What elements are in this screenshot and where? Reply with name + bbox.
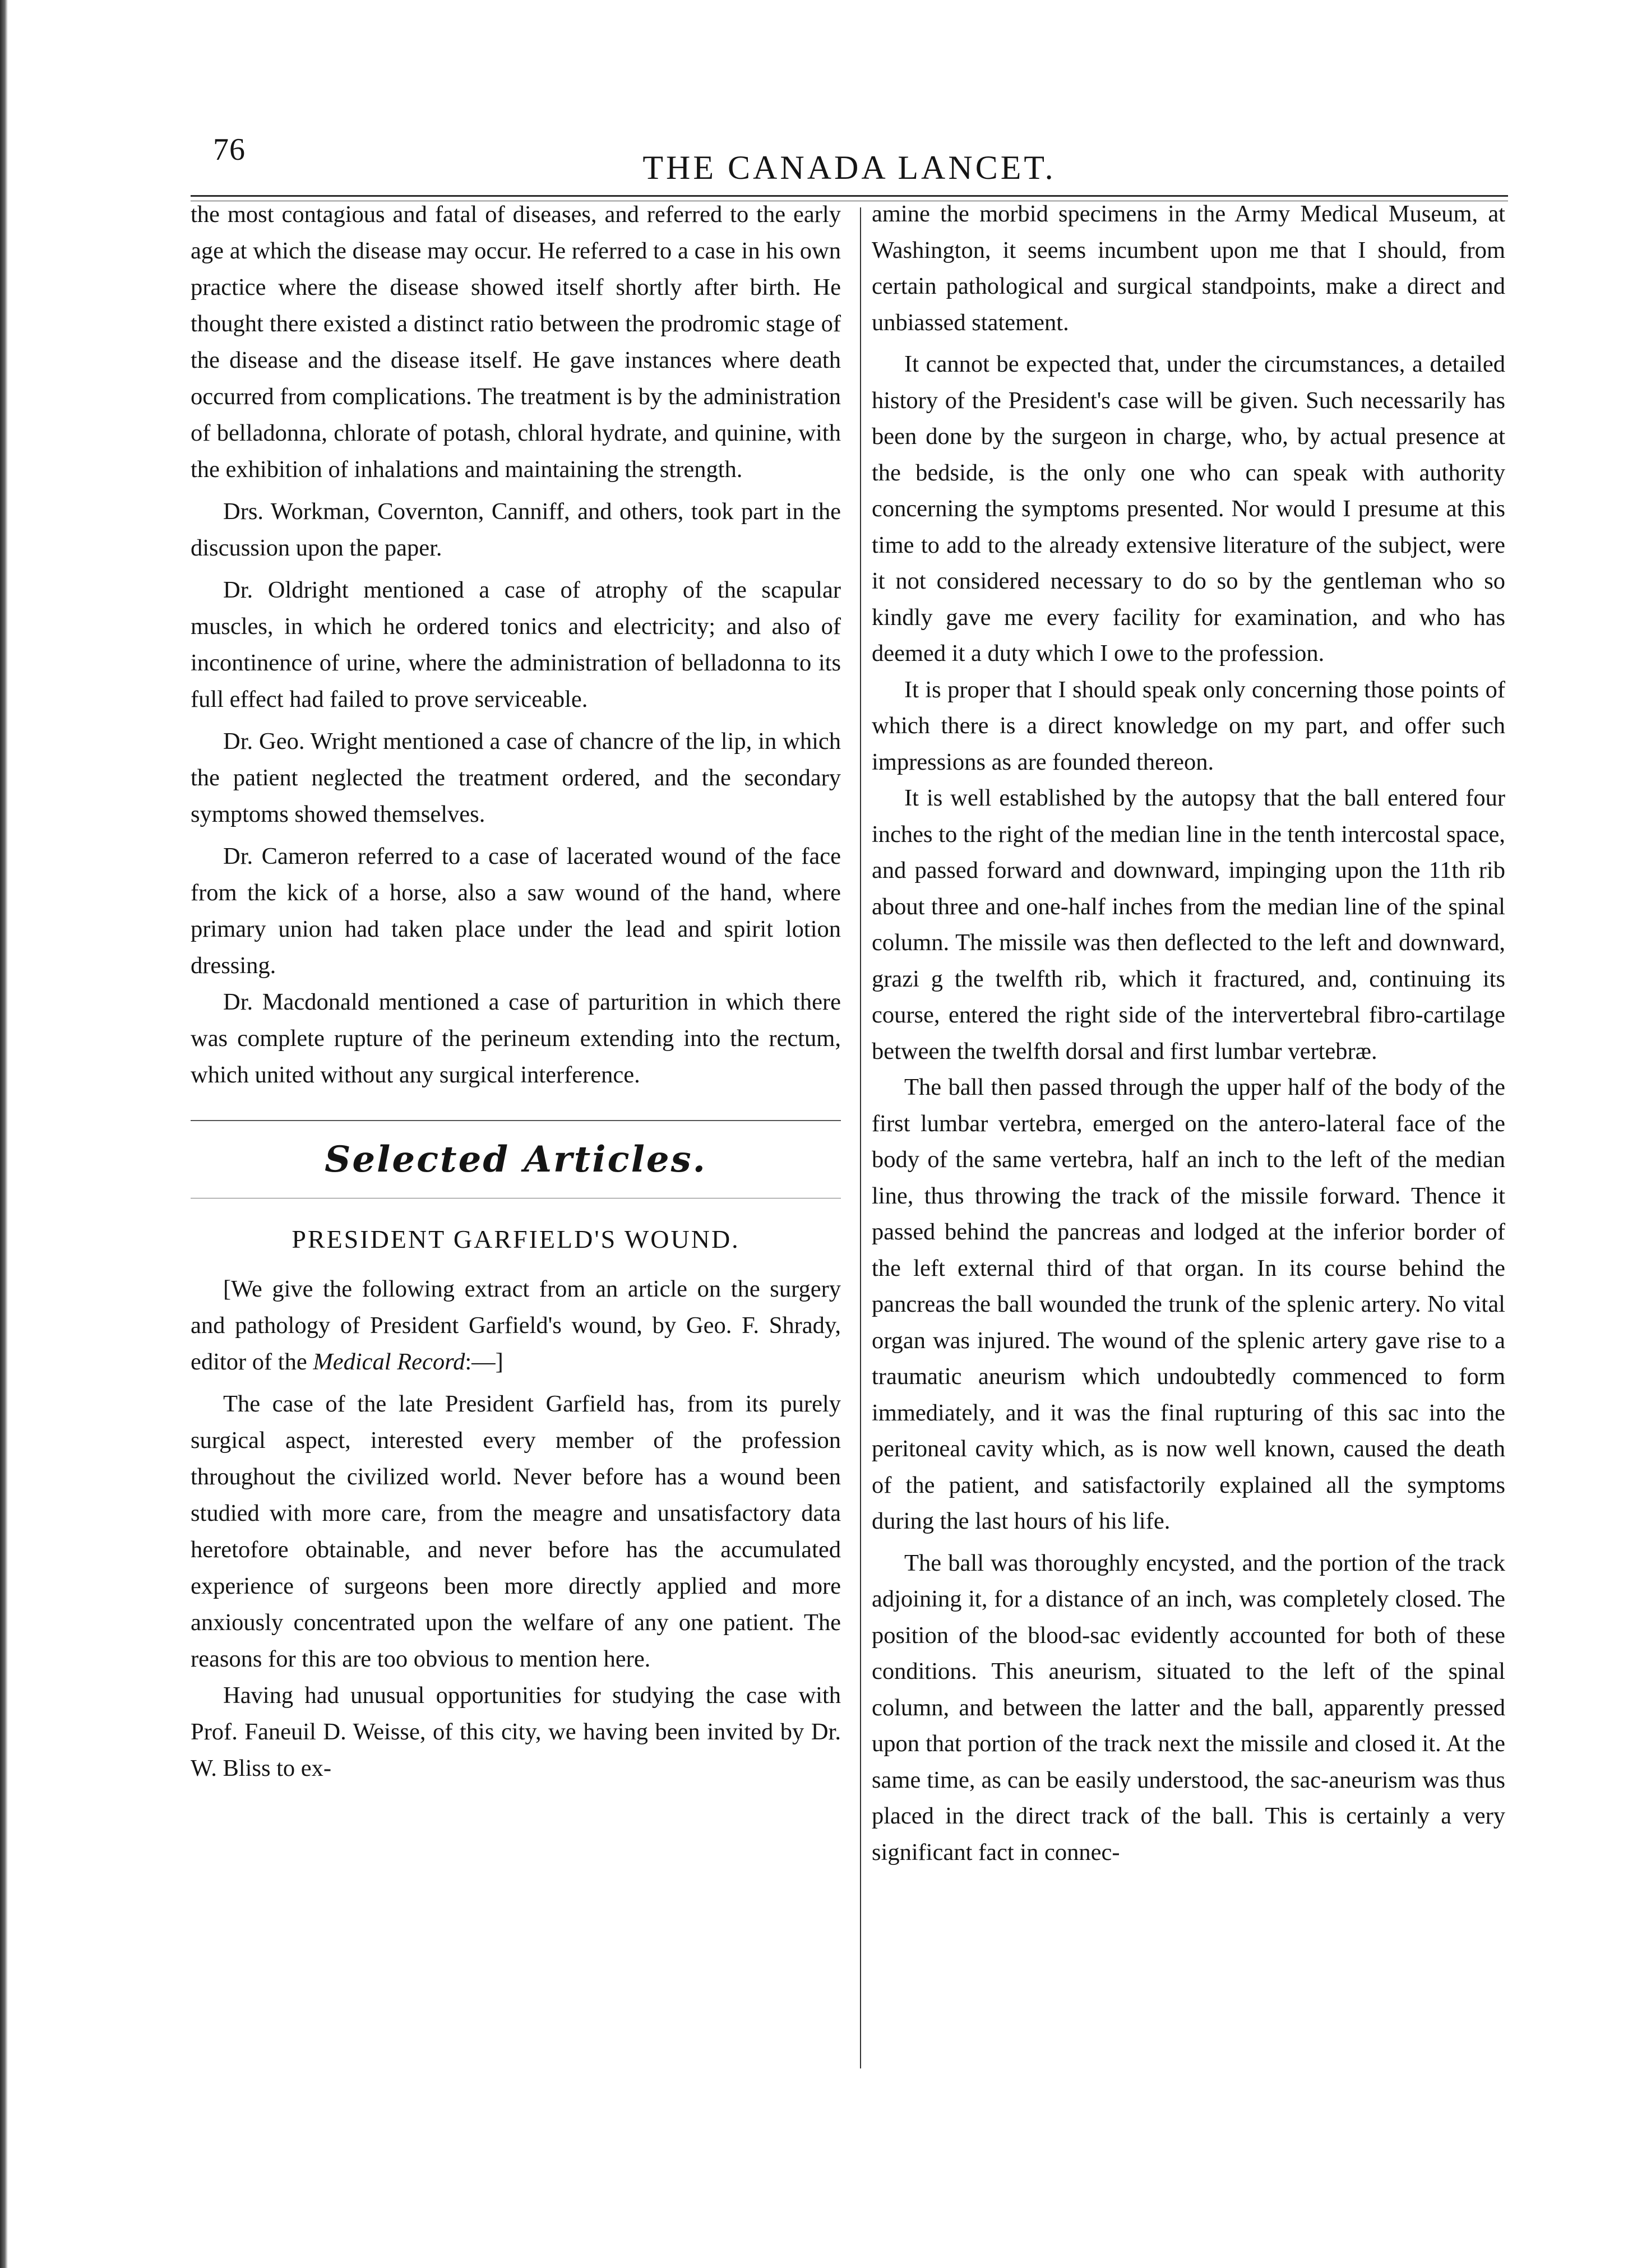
article-intro-end: :—]	[465, 1349, 503, 1375]
left-paragraph-7: The case of the late President Garfield has, from its purely surgical aspect, interested every member of the profession throughout the civilized world. Never before has a wound been studied with more care, from the meagre and unsatisfactory data heretofore obtainable, and never before has the accumulated experience of surgeons been more directly applied and more anxiously concentrated upon the welfare of any one patient. The reasons for this are too obvious to mention here.	[191, 1391, 841, 1672]
right-paragraph-2: It cannot be expected that, under the circumstances, a detailed history of the President's case will be given. Such necessarily has been done by the surgeon in charge, who, by actual presence at the bedside, is the only one who can speak with authority concerning the symptoms presented. Nor would I presume at this time to add to the already extensive literature of the subject, were it not considered necessary to do so by the gentleman who so kindly gave me every facility for examination, and who has deemed it a duty which I owe to the profession.	[872, 351, 1505, 666]
left-paragraph-2: Drs. Workman, Covernton, Canniff, and others, took part in the discussion upon the paper.	[191, 498, 841, 561]
left-paragraph-1: the most contagious and fatal of diseases, and referred to the early age at which the disease may occur. He referred to a case in his own practice where the disease showed itself shortly after birth. He thought there existed a distinct ratio between the prodromic stage of the disease and the disease itself. He gave instances where death occurred from complications. The treatment is by the administration of belladonna, chlorate of potash, chloral hydrate, and quinine, with the exhibition of inhalations and maintaining the strength.	[191, 201, 841, 483]
running-title: THE CANADA LANCET.	[642, 149, 1056, 186]
right-paragraph-1: amine the morbid specimens in the Army Medical Museum, at Washington, it seems incumbent upon me that I should, from certain pathological and surgical standpoints, make a direct and unbiassed statement.	[872, 201, 1505, 336]
article-title: PRESIDENT GARFIELD'S WOUND.	[292, 1225, 740, 1253]
right-paragraph-4: It is well established by the autopsy that the ball entered four inches to the right of the median line in the tenth intercostal space, and passed forward and downward, impinging upon the 11th rib about three and one-half inches from the median line of the spinal column. The missile was then deflected to the left and downward, grazi g the twelfth rib, which it fractured, and, continuing its course, entered the right side of the intervertebral fibro-cartilage between the twelfth dorsal and first lumbar vertebræ.	[872, 785, 1505, 1064]
article-intro-text: [We give the following extract from an article on the surgery and pathology of President Garfield's wound, by Geo. F. Shrady, editor of the	[191, 1276, 841, 1375]
right-column	[872, 196, 1505, 1871]
page-number: 76	[213, 132, 246, 167]
page-binding-edge	[0, 0, 8, 2268]
article-intro	[191, 1271, 841, 1380]
left-column	[191, 196, 841, 1786]
section-divider-top	[191, 1120, 841, 1121]
article-intro-source: Medical Record	[313, 1349, 465, 1375]
left-paragraph-6: Dr. Macdonald mentioned a case of parturition in which there was complete rupture of the perineum extending into the rectum, which united without any surgical interference.	[191, 989, 841, 1088]
left-paragraph-5: Dr. Cameron referred to a case of lacerated wound of the face from the kick of a horse, also a saw wound of the hand, where primary union had taken place under the lead and spirit lotion dressing.	[191, 843, 841, 979]
right-paragraph-6: The ball was thoroughly encysted, and the portion of the track adjoining it, for a distance of an inch, was completely closed. The position of the blood-sac evidently accounted for both of these conditions. This aneurism, situated to the left of the spinal column, and between the latter and the ball, apparently pressed upon that portion of the track next the missile and closed it. At the same time, as can be easily understood, the sac-aneurism was thus placed in the direct track of the ball. This is certainly a very significant fact in connec-	[872, 1549, 1505, 1866]
left-paragraph-4: Dr. Geo. Wright mentioned a case of chancre of the lip, in which the patient neglected the treatment ordered, and the secondary symptoms showed themselves.	[191, 728, 841, 827]
page-header	[191, 126, 1508, 188]
right-paragraph-3: It is proper that I should speak only concerning those points of which there is a direct knowledge on my part, and offer such impressions as are founded thereon.	[872, 676, 1505, 775]
column-divider	[860, 207, 861, 2068]
left-paragraph-8: Having had unusual opportunities for studying the case with Prof. Faneuil D. Weisse, of this city, we having been invited by Dr. W. Bliss to ex-	[191, 1682, 841, 1781]
left-paragraph-3: Dr. Oldright mentioned a case of atrophy of the scapular muscles, in which he ordered tonics and electricity; and also of incontinence of urine, where the administration of belladonna to its full effect had failed to prove serviceable.	[191, 577, 841, 712]
right-paragraph-5: The ball then passed through the upper half of the body of the first lumbar vertebra, emerged on the antero-lateral face of the body of the same vertebra, half an inch to the left of the median line, thus throwing the track of the missile forward. Thence it passed behind the pancreas and lodged at the inferior border of the left external third of that organ. In its course behind the pancreas the ball wounded the trunk of the splenic artery. No vital organ was injured. The wound of the splenic artery gave rise to a traumatic aneurism which undoubtedly commenced to form immediately, and it was the final rupturing of this sac into the peritoneal cavity which, as is now well known, caused the death of the patient, and satisfactorily explained all the symptoms during the last hours of his life.	[872, 1074, 1505, 1534]
section-heading: Selected Articles.	[325, 1138, 707, 1181]
